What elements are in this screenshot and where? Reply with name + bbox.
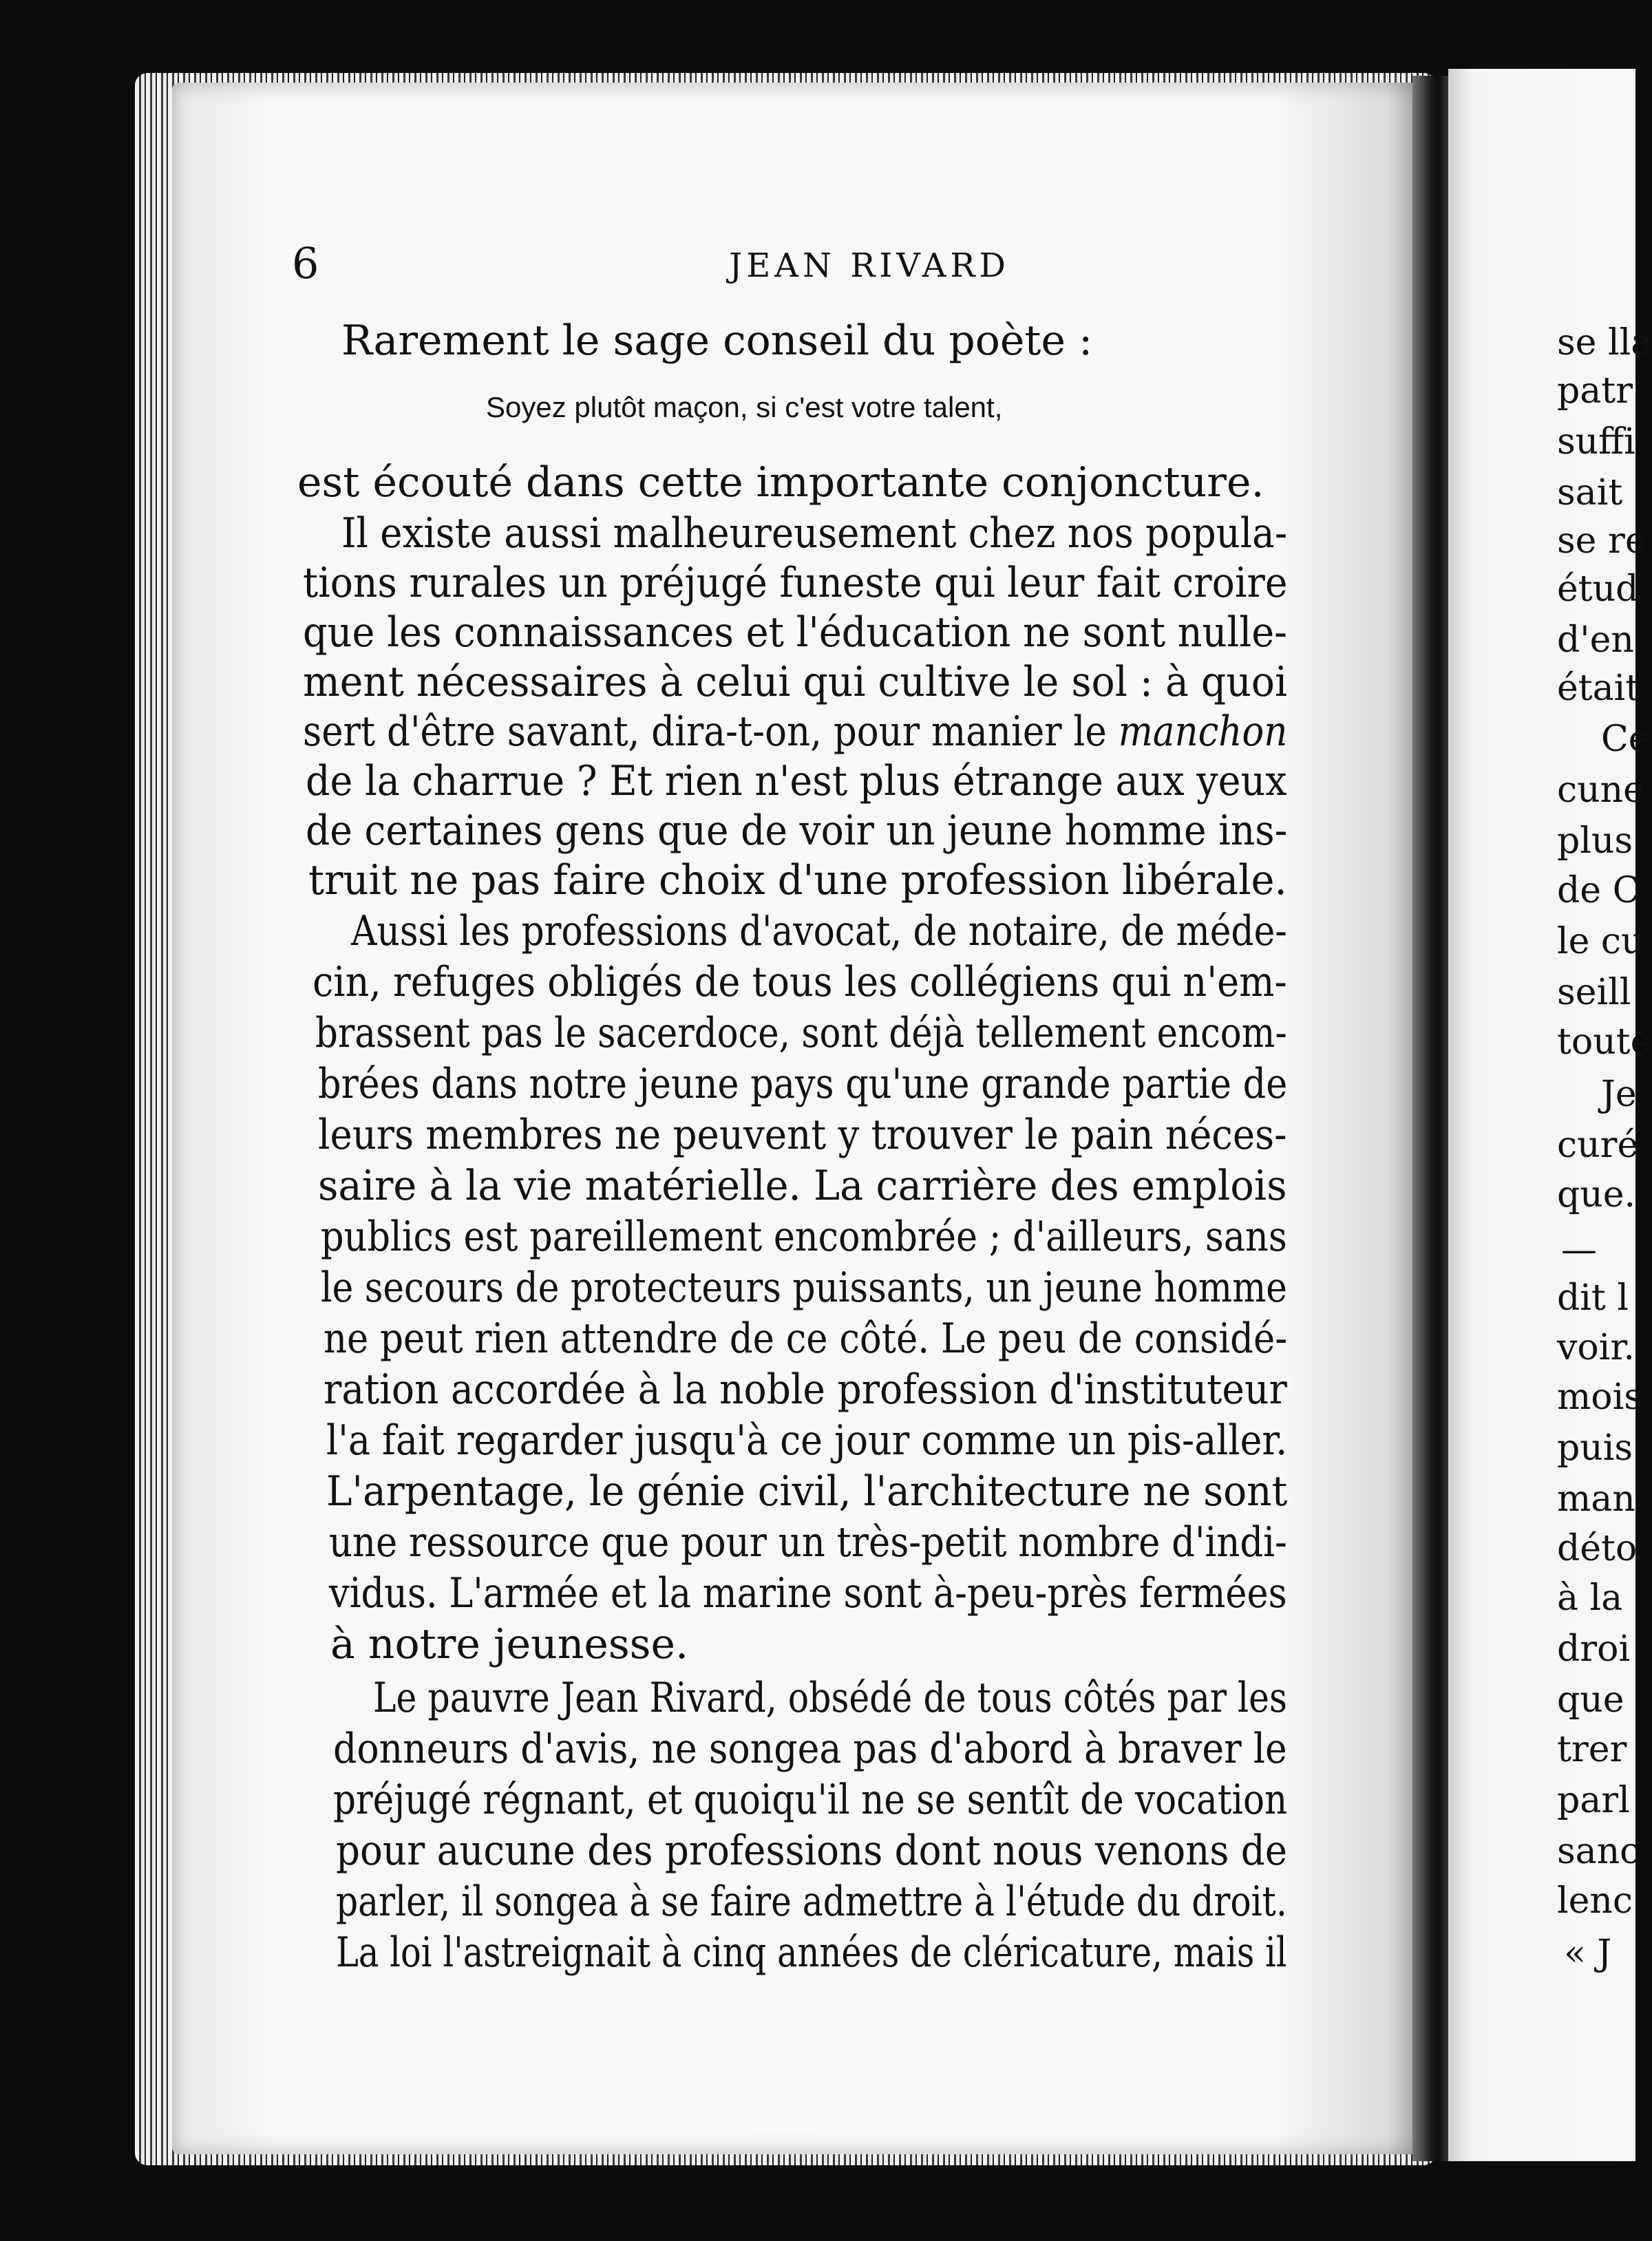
text-line: La loi l'astreignait à cinq années de cléricature, mais il: [336, 1929, 1287, 1977]
facing-page-line: curé: [1557, 1125, 1639, 1166]
text-line: de certaines gens que de voir un jeune homme ins-: [306, 807, 1288, 855]
facing-page-line: le cu: [1557, 921, 1644, 962]
text-line: saire à la vie matérielle. La carrière des emplois: [318, 1162, 1287, 1210]
facing-page-line: sait: [1557, 472, 1623, 513]
facing-page-line: toute: [1557, 1021, 1652, 1063]
text-line: une ressource que pour un très-petit nombre d'indi-: [329, 1518, 1287, 1566]
facing-page-line: dit l: [1557, 1277, 1629, 1319]
facing-page-line: était: [1557, 668, 1640, 709]
facing-page-line: se lla: [1557, 322, 1652, 363]
text-line: le secours de protecteurs puissants, un jeune homme: [321, 1264, 1287, 1312]
text-line: Il existe aussi malheureusement chez nos popula-: [341, 509, 1288, 557]
facing-page-line: « J: [1564, 1933, 1612, 1974]
facing-page-line: —: [1561, 1229, 1597, 1271]
text-line: Le pauvre Jean Rivard, obsédé de tous côtés par les: [373, 1674, 1287, 1722]
text-line: ment nécessaires à celui qui cultive le sol : à quoi: [303, 658, 1288, 706]
facing-page-line: suffi: [1557, 421, 1635, 463]
facing-page-line: puis: [1557, 1427, 1633, 1469]
facing-page-line: patr: [1557, 370, 1633, 412]
text-line: vidus. L'armée et la marine sont à-peu-près fermées: [329, 1569, 1287, 1617]
facing-page-line: mois: [1557, 1377, 1642, 1418]
facing-page-line: Je: [1601, 1074, 1637, 1115]
facing-page-line: cune: [1557, 769, 1644, 811]
facing-page-line: droi: [1557, 1628, 1631, 1670]
text-line: brées dans notre jeune pays qu'une grande partie de: [318, 1060, 1288, 1108]
facing-page-line: trer: [1557, 1729, 1627, 1770]
text-line: [303, 708, 1287, 756]
text-line: L'arpentage, le génie civil, l'architecture ne sont: [326, 1467, 1288, 1516]
facing-page-line: lenc: [1557, 1880, 1633, 1922]
facing-page-line: man: [1557, 1478, 1635, 1520]
facing-page-line: d'en: [1557, 619, 1634, 661]
text-line: pour aucune des professions dont nous venons de: [336, 1827, 1288, 1875]
text-line: ne peut rien attendre de ce côté. Le peu de considé-: [324, 1315, 1288, 1363]
verse-quote: Soyez plutôt maçon, si c'est votre talent,: [486, 391, 1003, 423]
text-line: leurs membres ne peuvent y trouver le pain néces-: [318, 1111, 1287, 1159]
text-line: tions rurales un préjugé funeste qui leur fait croire: [303, 559, 1288, 607]
facing-page-line: que.: [1557, 1174, 1636, 1215]
text-line: cin, refuges obligés de tous les collégiens qui n'em-: [313, 958, 1287, 1006]
facing-page-line: voir.: [1557, 1327, 1635, 1368]
facing-page-line: à la: [1557, 1578, 1623, 1619]
text-line: publics est pareillement encombrée ; d'ailleurs, sans: [321, 1213, 1287, 1261]
text-line: que les connaissances et l'éducation ne sont nulle-: [303, 608, 1287, 657]
facing-page-line: que: [1557, 1679, 1624, 1721]
text-line: parler, il songea à se faire admettre à l'étude du droit.: [336, 1878, 1287, 1926]
text-line: donneurs d'avis, ne songea pas d'abord à braver le: [333, 1725, 1287, 1773]
text-line: à notre jeunesse.: [330, 1620, 689, 1668]
text-line: préjugé régnant, et quoiqu'il ne se sentît de vocation: [333, 1776, 1288, 1824]
text-line: truit ne pas faire choix d'une profession libérale.: [308, 856, 1287, 904]
text-line: ration accordée à la noble profession d'instituteur: [324, 1366, 1287, 1414]
facing-page-line: sanc: [1557, 1831, 1640, 1872]
text-line: de la charrue ? Et rien n'est plus étrange aux yeux: [306, 757, 1287, 805]
facing-page-line: plus: [1557, 820, 1633, 862]
text-line: l'a fait regarder jusqu'à ce jour comme un pis-aller.: [326, 1416, 1288, 1465]
text-line: est écouté dans cette importante conjoncture.: [297, 458, 1264, 507]
page-number: 6: [292, 238, 319, 288]
italic-word: manchon: [1118, 708, 1288, 756]
text-line: Rarement le sage conseil du poète :: [341, 317, 1093, 365]
running-title: JEAN RIVARD: [729, 246, 1010, 285]
facing-page-line: Ce: [1601, 719, 1650, 760]
facing-page-line: parl: [1557, 1780, 1630, 1821]
facing-page-line: se re: [1557, 520, 1646, 562]
facing-page-line: déto: [1557, 1528, 1638, 1569]
text-line-part: sert d'être savant, dira-t-on, pour manier le: [303, 708, 1119, 756]
facing-page-line: de C: [1557, 870, 1640, 911]
facing-page-line: seill: [1557, 972, 1631, 1013]
text-line: Aussi les professions d'avocat, de notaire, de méde-: [351, 907, 1287, 955]
text-line: brassent pas le sacerdoce, sont déjà tellement encom-: [315, 1009, 1287, 1057]
facing-page-line: étud: [1557, 569, 1639, 610]
